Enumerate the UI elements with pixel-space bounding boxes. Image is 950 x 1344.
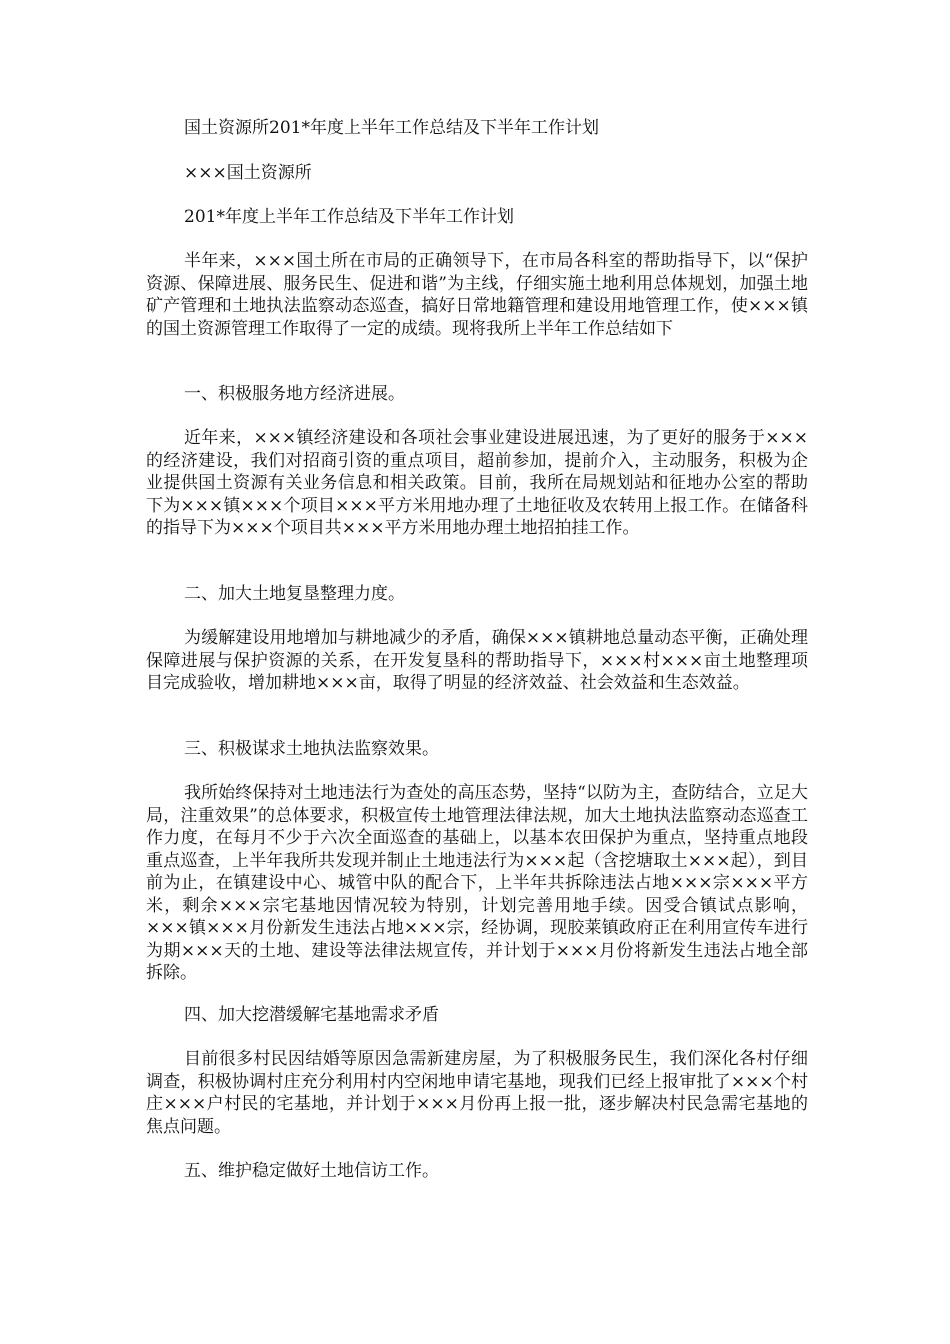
section-paragraph-3: 我所始终保持对土地违法行为查处的高压态势，坚持“以防为主，查防结合，立足大局，注重效果”的总体要求，积极宣传土地管理法律法规，加大土地执法监察动态巡查工作力度，在每月不少于六次全面巡查的基础上，以基本农田保护为重点，坚持重点地段重点巡查，上半年我所共发现并制止土地违法行为×××起（含挖塘取土×××起），到目前为止，在镇建设中心、城管中队的配合下，上半年共拆除违法占地×××宗×××平方米，剩余×××宗宅基地因情况较为特别，计划完善用地手续。因受合镇试点影响，×××镇×××月份新发生违法占地×××宗，经协调，现胶莱镇政府正在利用宣传车进行为期×××天的土地、建设等法律法规宣传，并计划于×××月份将新发生违法占地全部拆除。 [146,783,808,983]
section-heading-2: 二、加大土地复垦整理力度。 [184,584,405,604]
section-heading-5: 五、维护稳定做好土地信访工作。 [184,1161,439,1181]
organization-name: ×××国土资源所 [184,163,312,183]
section-heading-3: 三、积极谋求土地执法监察效果。 [184,739,439,759]
section-heading-1: 一、积极服务地方经济进展。 [184,384,405,404]
intro-paragraph: 半年来，×××国土所在市局的正确领导下，在市局各科室的帮助指导下，以“保护资源、保障进展、服务民生、促进和谐”为主线，仔细实施土地利用总体规划，加强土地矿产管理和土地执法监察动态巡查，搞好日常地籍管理和建设用地管理工作，使×××镇的国土资源管理工作取得了一定的成绩。现将我所上半年工作总结如下 [146,251,808,339]
section-paragraph-2: 为缓解建设用地增加与耕地减少的矛盾，确保×××镇耕地总量动态平衡，正确处理保障进展与保护资源的关系，在开发复垦科的帮助指导下，×××村×××亩土地整理项目完成验收，增加耕地×××亩，取得了明显的经济效益、社会效益和生态效益。 [146,628,808,693]
section-paragraph-1: 近年来，×××镇经济建设和各项社会事业建设进展迅速，为了更好的服务于×××的经济建设，我们对招商引资的重点项目，超前参加，提前介入，主动服务，积极为企业提供国土资源有关业务信息和相关政策。目前，我所在局规划站和征地办公室的帮助下为×××镇×××个项目×××平方米用地办理了土地征收及农转用上报工作。在储备科的指导下为×××个项目共×××平方米用地办理土地招拍挂工作。 [146,428,808,538]
section-paragraph-4: 目前很多村民因结婚等原因急需新建房屋，为了积极服务民生，我们深化各村仔细调查，积极协调村庄充分利用村内空闲地申请宅基地，现我们已经上报审批了×××个村庄×××户村民的宅基地，并计划于×××月份再上报一批，逐步解决村民急需宅基地的焦点问题。 [146,1049,808,1137]
document-title: 国土资源所201*年度上半年工作总结及下半年工作计划 [184,118,599,138]
section-heading-4: 四、加大挖潜缓解宅基地需求矛盾 [184,1005,439,1025]
document-subtitle: 201*年度上半年工作总结及下半年工作计划 [184,207,514,227]
